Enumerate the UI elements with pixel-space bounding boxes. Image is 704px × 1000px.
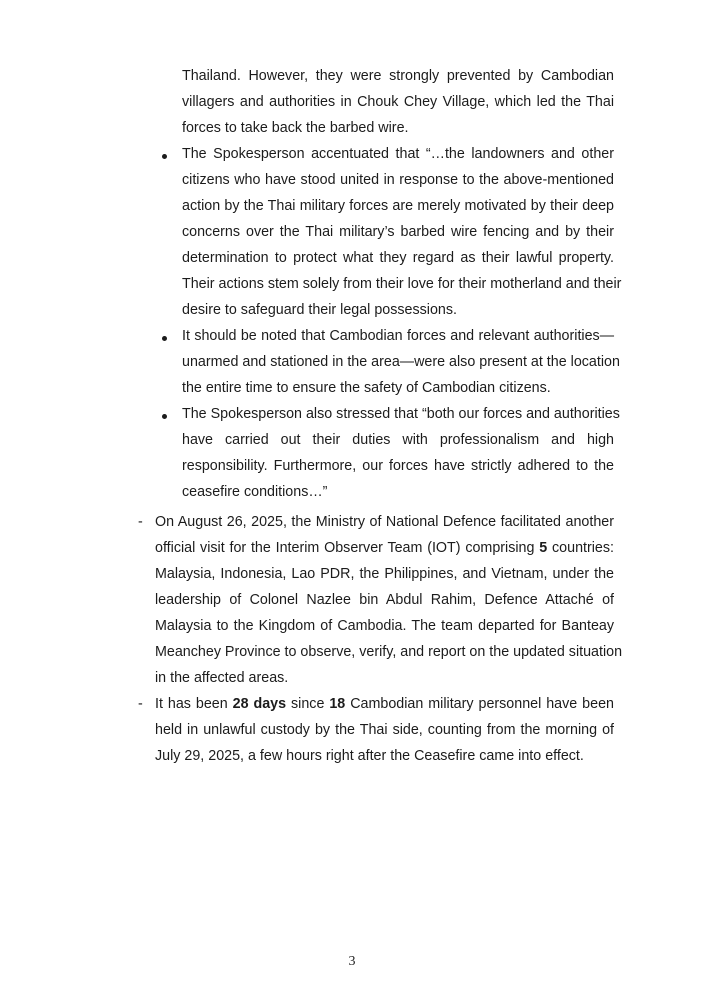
text-line: held in unlawful custody by the Thai side, counting from the morning of xyxy=(155,722,614,738)
text-line: Malaysia to the Kingdom of Cambodia. The team departed for Banteay xyxy=(155,618,614,634)
text-line: Malaysia, Indonesia, Lao PDR, the Philippines, and Vietnam, under the xyxy=(155,566,614,582)
text-line: Thailand. However, they were strongly prevented by Cambodian xyxy=(182,68,614,84)
text-line: forces to take back the barbed wire. xyxy=(182,120,409,136)
days-count: 28 days xyxy=(232,696,287,712)
text-line: citizens who have stood united in response to the above-mentioned xyxy=(182,172,614,188)
text-line: It should be noted that Cambodian forces and relevant authorities— xyxy=(182,328,614,344)
text-segment: countries: xyxy=(547,540,614,556)
text-line: have carried out their duties with professionalism and high xyxy=(182,432,614,448)
text-segment: official visit for the Interim Observer Team (IOT) comprising xyxy=(155,540,540,556)
text-line: July 29, 2025, a few hours right after the Ceasefire came into effect. xyxy=(155,748,584,764)
text-line: the entire time to ensure the safety of Cambodian citizens. xyxy=(182,380,551,396)
text-segment: It has been xyxy=(155,696,233,712)
text-segment: since xyxy=(286,696,330,712)
text-line: responsibility. Furthermore, our forces have strictly adhered to the xyxy=(182,458,614,474)
text-line: in the affected areas. xyxy=(155,670,289,686)
text-line: Their actions stem solely from their love for their motherland and their xyxy=(182,276,622,292)
page-number: 3 xyxy=(348,954,356,969)
personnel-count: 18 xyxy=(329,696,346,712)
text-line: desire to safeguard their legal possessions. xyxy=(182,302,457,318)
text-line: ceasefire conditions…” xyxy=(182,484,328,500)
text-line: concerns over the Thai military’s barbed wire fencing and by their xyxy=(182,224,614,240)
text-line: Meanchey Province to observe, verify, and report on the updated situation xyxy=(155,644,623,660)
country-count: 5 xyxy=(539,540,548,556)
dash-marker: - xyxy=(138,514,143,530)
text-line xyxy=(155,691,614,717)
text-line: villagers and authorities in Chouk Chey Village, which led the Thai xyxy=(182,94,614,110)
text-segment: Cambodian military personnel have been xyxy=(345,696,614,712)
dash-marker: - xyxy=(138,696,143,712)
text-line: action by the Thai military forces are merely motivated by their deep xyxy=(182,198,614,214)
bullet-icon xyxy=(162,414,167,419)
text-line xyxy=(155,535,614,561)
bullet-icon xyxy=(162,336,167,341)
text-line: The Spokesperson accentuated that “…the landowners and other xyxy=(182,146,614,162)
text-line: determination to protect what they regard as their lawful property. xyxy=(182,250,614,266)
bullet-icon xyxy=(162,154,167,159)
text-line: On August 26, 2025, the Ministry of National Defence facilitated another xyxy=(155,514,614,530)
text-line: unarmed and stationed in the area—were also present at the location xyxy=(182,354,620,370)
text-line: leadership of Colonel Nazlee bin Abdul Rahim, Defence Attaché of xyxy=(155,592,614,608)
text-line: The Spokesperson also stressed that “both our forces and authorities xyxy=(182,406,620,422)
